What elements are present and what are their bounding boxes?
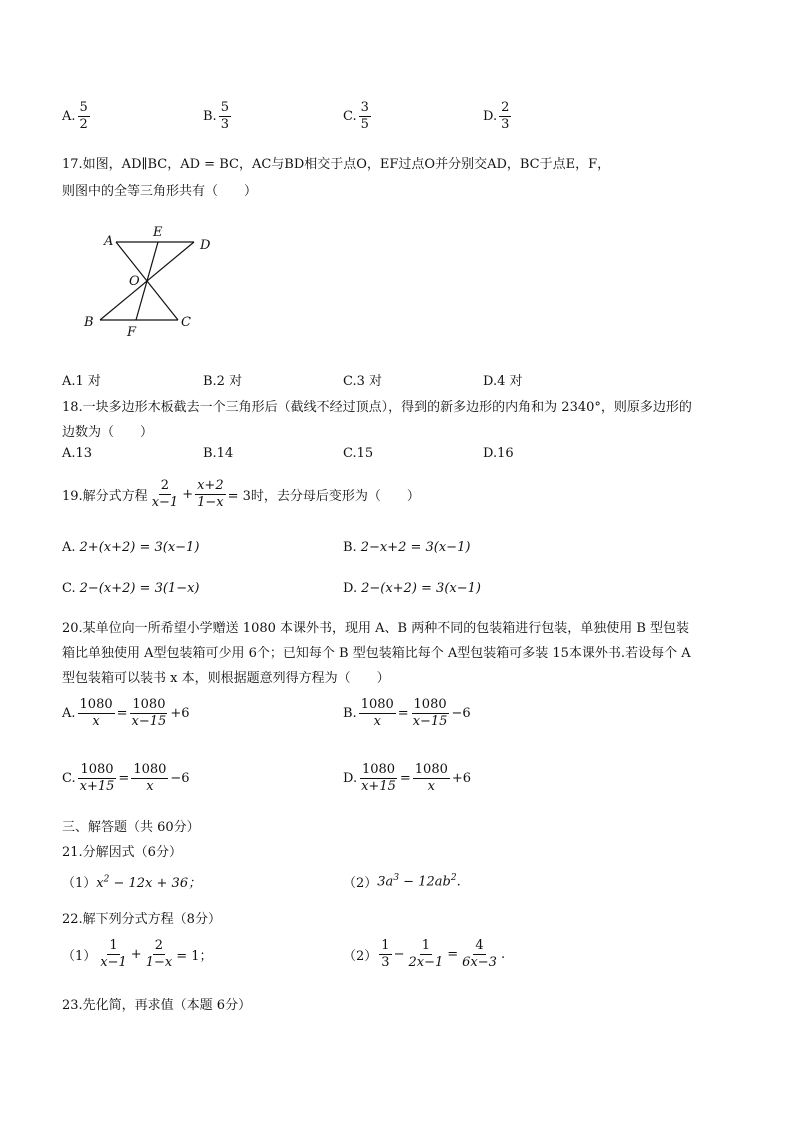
q18-option-b: B.14 — [203, 446, 234, 461]
fraction — [98, 938, 129, 971]
q18-option-a: A.13 — [62, 446, 93, 461]
numerator: 1 — [421, 938, 430, 953]
q21-part2 — [343, 872, 461, 891]
q21-title: 21.分解因式（6分） — [62, 845, 182, 860]
denominator: x−1 — [100, 955, 127, 970]
option-expr: 2−x+2 = 3(x−1) — [360, 540, 471, 555]
equals-sign: = — [447, 947, 459, 962]
part-label: （1） — [62, 949, 97, 964]
denominator: 3 — [501, 117, 510, 132]
fraction — [131, 762, 168, 795]
fraction — [499, 100, 511, 133]
option-label: A. — [62, 706, 76, 721]
numerator: 1080 — [360, 697, 394, 712]
q19-suffix: = 3时，去分母后变形为（ ） — [227, 489, 420, 504]
numerator: 1080 — [414, 762, 448, 777]
q17-option-b: B.2 对 — [203, 374, 243, 389]
q22-title: 22.解下列分式方程（8分） — [62, 912, 221, 927]
section-heading: 三、解答题（共 60分） — [62, 820, 200, 835]
q16-option-b — [203, 100, 233, 133]
denominator: x — [373, 714, 381, 729]
numerator: 1080 — [79, 697, 113, 712]
denominator: x−1 — [151, 495, 179, 510]
q17-stem-line2: 则图中的全等三角形共有（ ） — [62, 184, 258, 199]
q22-part1 — [62, 938, 212, 971]
denominator: x−15 — [412, 714, 448, 729]
option-label: A. — [62, 109, 76, 124]
label-e: E — [153, 225, 163, 240]
q20-option-b — [343, 697, 471, 730]
denominator: x — [92, 714, 100, 729]
numerator: 1080 — [133, 762, 167, 777]
q19-stem — [62, 478, 420, 511]
q20-stem-line3: 型包装箱可以装书 x 本，则根据题意列得方程为（ ） — [62, 671, 390, 686]
numerator: 2 — [501, 100, 510, 115]
denominator: 6x−3 — [462, 955, 497, 970]
option-tail: −6 — [451, 706, 471, 721]
numerator: 1080 — [80, 762, 114, 777]
q19-option-b — [343, 540, 470, 555]
q22-part2 — [343, 938, 505, 971]
option-expr: 2−(x+2) = 3(1−x) — [79, 581, 200, 596]
denominator: 3 — [381, 955, 390, 970]
fraction — [359, 697, 396, 730]
fraction — [130, 697, 169, 730]
denominator: 3 — [220, 117, 229, 132]
option-label: C. — [343, 109, 357, 124]
q17-option-d: D.4 对 — [483, 374, 523, 389]
q21-part1-expr: $x^2 - 12x + 36$； — [96, 874, 202, 891]
denominator: x+15 — [361, 779, 396, 794]
option-label: B. — [343, 540, 357, 555]
denominator: 1−x — [197, 495, 224, 510]
label-a: A — [104, 234, 114, 249]
denominator: x — [427, 779, 435, 794]
plus-sign: + — [130, 947, 142, 962]
label-c: C — [181, 315, 191, 330]
fraction — [413, 762, 450, 795]
numerator: 2 — [160, 478, 170, 493]
numerator: 1 — [381, 938, 390, 953]
option-expr: 2+(x+2) = 3(x−1) — [79, 540, 200, 555]
part-label: （2） — [343, 876, 378, 891]
q18-option-c: C.15 — [343, 446, 374, 461]
q16-option-a — [62, 100, 92, 133]
q20-stem-line2: 箱比单独使用 A型包装箱可少用 6个；已知每个 B 型包装箱比每个 A型包装箱可多装 15本课外书.若设每个 A — [62, 646, 691, 661]
denominator: 2x−1 — [408, 955, 444, 970]
fraction — [144, 938, 175, 971]
label-d: D — [200, 238, 211, 253]
option-label: D. — [343, 581, 358, 596]
denominator: 1−x — [145, 955, 173, 970]
part-label: （2） — [343, 949, 378, 964]
q16-option-d — [483, 100, 513, 133]
label-b: B — [84, 315, 94, 330]
numerator: 1080 — [361, 762, 396, 777]
q20-option-a — [62, 697, 189, 730]
option-label: C. — [62, 581, 76, 596]
denominator: x+15 — [79, 779, 115, 794]
denominator: 2 — [79, 117, 88, 132]
option-label: D. — [483, 109, 498, 124]
q18-stem-line1: 18.一块多边形木板截去一个三角形后（截线不经过顶点），得到的新多边形的内角和为 2340°，则原多边形的 — [62, 400, 692, 415]
q23-title: 23.先化简，再求值（本题 6分） — [62, 998, 252, 1013]
label-f: F — [127, 325, 137, 340]
fraction — [379, 938, 391, 971]
option-tail: −6 — [170, 771, 190, 786]
q19-option-c — [62, 581, 200, 596]
q20-option-d — [343, 762, 471, 795]
equals-sign: = — [399, 771, 411, 786]
q19-option-a — [62, 540, 199, 555]
numerator: 4 — [475, 938, 484, 953]
q16-option-c — [343, 100, 373, 133]
fraction — [150, 478, 181, 511]
part-label: （1） — [62, 876, 97, 891]
q21-part2-expr: $3a^3 - 12ab^2$. — [377, 873, 461, 890]
numerator: 3 — [360, 100, 369, 115]
label-o: O — [129, 274, 140, 289]
option-tail: +6 — [451, 771, 472, 786]
fraction — [411, 697, 450, 730]
fraction — [406, 938, 445, 971]
plus-sign: + — [182, 487, 194, 502]
fraction — [359, 762, 398, 795]
fraction — [78, 762, 117, 795]
numerator: 2 — [154, 938, 164, 953]
q19-prefix: 19.解分式方程 — [62, 489, 148, 504]
denominator: x — [146, 779, 154, 794]
period: . — [500, 947, 506, 962]
fraction — [460, 938, 499, 971]
q19-option-d — [343, 581, 481, 596]
q17-option-a: A.1 对 — [62, 374, 101, 389]
q22-part1-tail: = 1； — [176, 949, 213, 964]
fraction — [195, 478, 226, 511]
fraction — [78, 697, 115, 730]
fraction — [219, 100, 231, 133]
q17-option-c: C.3 对 — [343, 374, 383, 389]
q20-option-c — [62, 762, 190, 795]
q18-stem-line2: 边数为（ ） — [62, 425, 154, 440]
q21-part1 — [62, 872, 201, 891]
numerator: 1 — [109, 938, 118, 953]
option-label: A. — [62, 540, 76, 555]
q17-figure — [80, 222, 220, 344]
numerator: 5 — [79, 100, 88, 115]
option-label: C. — [62, 771, 76, 786]
option-label: B. — [203, 109, 217, 124]
numerator: 1080 — [132, 697, 166, 712]
fraction — [359, 100, 371, 133]
numerator: x+2 — [197, 478, 224, 493]
denominator: 5 — [360, 117, 369, 132]
q20-stem-line1: 20.某单位向一所希望小学赠送 1080 本课外书，现用 A、B 两种不同的包装箱进行包装，单独使用 B 型包装 — [62, 621, 690, 636]
option-label: D. — [343, 771, 358, 786]
option-expr: 2−(x+2) = 3(x−1) — [361, 581, 481, 596]
numerator: 1080 — [413, 697, 447, 712]
equals-sign: = — [116, 706, 128, 721]
denominator: x−15 — [131, 714, 167, 729]
equals-sign: = — [118, 771, 130, 786]
minus-sign: − — [393, 947, 405, 962]
q17-stem-line1: 17.如图，AD∥BC，AD = BC，AC与BD相交于点O，EF过点O并分别交AD，BC于点E，F， — [62, 157, 611, 172]
option-label: B. — [343, 706, 357, 721]
q18-option-d: D.16 — [483, 446, 514, 461]
equals-sign: = — [397, 706, 409, 721]
numerator: 5 — [220, 100, 229, 115]
option-tail: +6 — [170, 706, 190, 721]
fraction — [78, 100, 90, 133]
